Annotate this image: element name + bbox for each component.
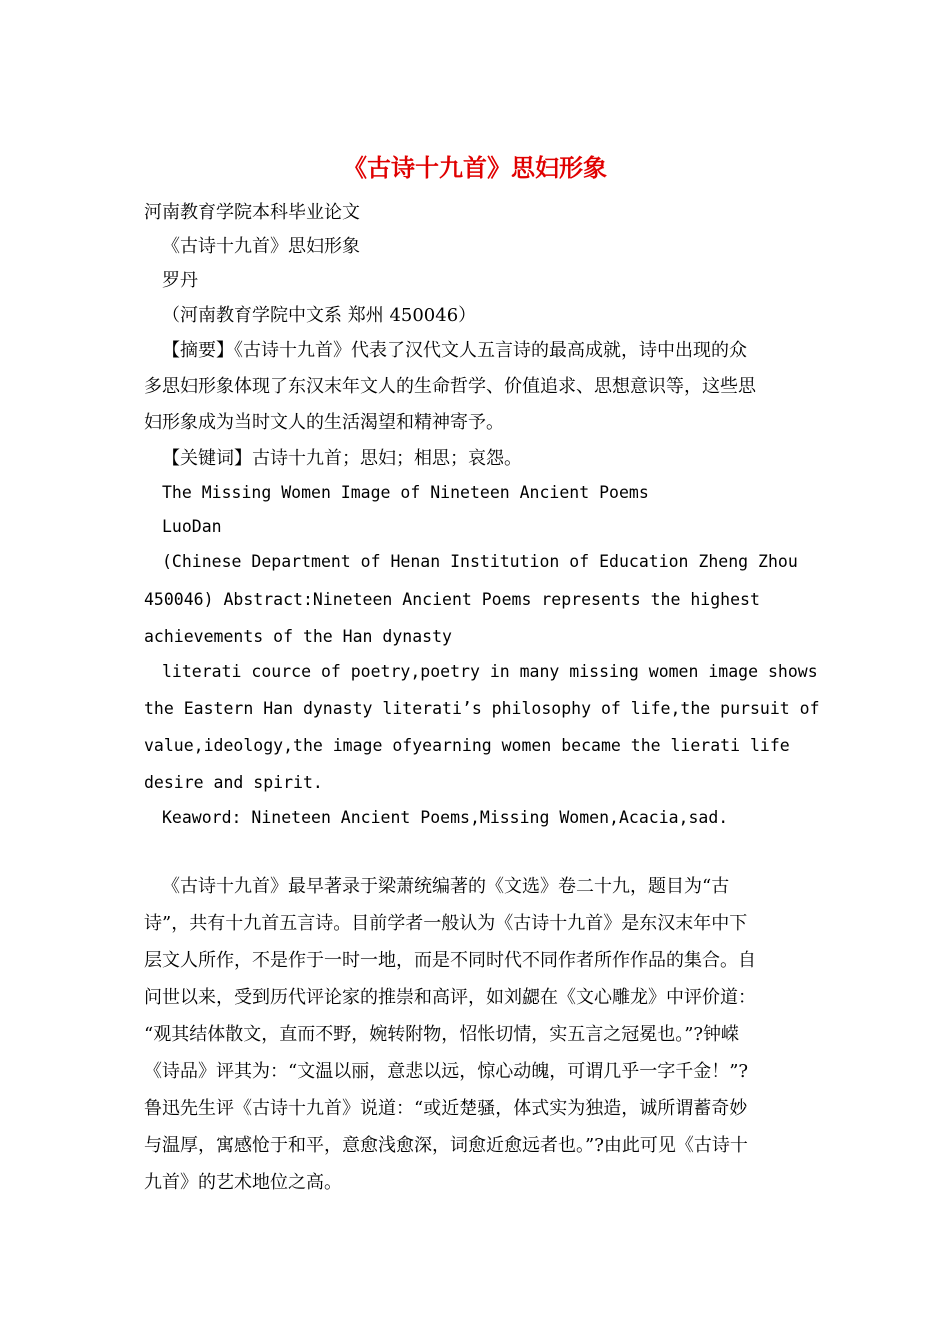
abstract-cn-line: 多思妇形象体现了东汉末年文人的生命哲学、价值追求、思想意识等，这些思 <box>144 376 756 397</box>
body-paragraph-line: 与温厚，寓感怆于和平，意愈浅愈深，词愈近愈远者也。”?由此可见《古诗十 <box>144 1135 748 1156</box>
thesis-subtitle: 《古诗十九首》思妇形象 <box>162 236 360 257</box>
english-keywords: Keaword: Nineteen Ancient Poems,Missing Women,Acacia,sad. <box>162 808 729 827</box>
english-abstract-line: (Chinese Department of Henan Institution of Education Zheng Zhou <box>162 552 798 571</box>
abstract-cn-line: 妇形象成为当时文人的生活渴望和精神寄予。 <box>144 412 504 433</box>
body-paragraph-line: 《古诗十九首》最早著录于梁萧统编著的《文选》卷二十九，题目为“古 <box>162 876 730 897</box>
english-abstract-line: value,ideology,the image ofyearning women became the lierati life <box>144 736 790 755</box>
body-paragraph-line: 层文人所作，不是作于一时一地，而是不同时代不同作者所作作品的集合。自 <box>144 950 756 971</box>
body-paragraph-line: 问世以来，受到历代评论家的推崇和高评，如刘勰在《文心雕龙》中评价道： <box>144 987 756 1008</box>
english-abstract-line: the Eastern Han dynasty literati’s philosophy of life,the pursuit of <box>144 699 820 718</box>
english-abstract-line: desire and spirit. <box>144 773 323 792</box>
abstract-cn-line: 【摘要】《古诗十九首》代表了汉代文人五言诗的最高成就，诗中出现的众 <box>162 340 747 361</box>
keywords-cn: 【关键词】古诗十九首；思妇；相思；哀怨。 <box>162 448 522 469</box>
document-title: 《古诗十九首》思妇形象 <box>343 153 607 182</box>
english-abstract-line: achievements of the Han dynasty <box>144 627 452 646</box>
body-paragraph-line: 九首》的艺术地位之高。 <box>144 1172 342 1193</box>
body-paragraph-line: 《诗品》评其为：“文温以丽，意悲以远，惊心动魄，可谓几乎一字千金！”? <box>144 1061 749 1082</box>
body-paragraph-line: 诗”，共有十九首五言诗。目前学者一般认为《古诗十九首》是东汉末年中下 <box>144 913 748 934</box>
author-name: 罗丹 <box>162 270 198 291</box>
english-abstract-line: literati cource of poetry,poetry in many missing women image shows <box>162 662 818 681</box>
author-affiliation: （河南教育学院中文系 郑州 450046） <box>162 305 477 326</box>
body-paragraph-line: “观其结体散文，直而不野，婉转附物，怊怅切情，实五言之冠冕也。”?钟嵘 <box>144 1024 740 1045</box>
english-abstract-line: 450046) Abstract:Nineteen Ancient Poems represents the highest <box>144 590 760 609</box>
institution-line: 河南教育学院本科毕业论文 <box>144 202 360 223</box>
english-title: The Missing Women Image of Nineteen Ancient Poems <box>162 483 649 502</box>
english-author: LuoDan <box>162 517 222 536</box>
body-paragraph-line: 鲁迅先生评《古诗十九首》说道：“或近楚骚，体式实为独造，诚所谓蓄奇妙 <box>144 1098 748 1119</box>
